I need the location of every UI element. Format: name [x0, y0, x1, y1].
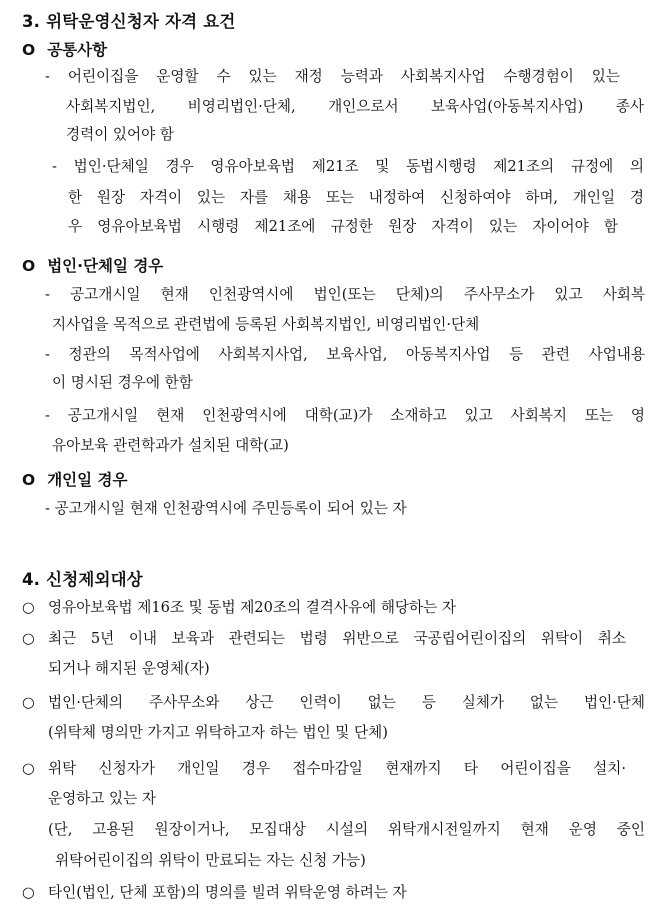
- exclusion-item-4-line-4: 위탁어린이집의 위탁이 만료되는 자는 신청 가능): [55, 852, 366, 869]
- individual-title: 개인일 경우: [47, 471, 128, 489]
- corp-item-2-line-2: 이 명시된 경우에 한함: [52, 374, 193, 391]
- common-item-2-line-2: 한 원장 자격이 있는 자를 채용 또는 내정하여 신청하여야 하며, 개인일 경: [68, 189, 644, 206]
- corp-marker: O: [22, 257, 36, 275]
- common-item-1-line-2: 사회복지법인, 비영리법인·단체, 개인으로서 보육사업(아동복지사업) 종사: [66, 98, 644, 115]
- exclusion-bullet-1: ○: [22, 599, 35, 616]
- corp-item-2-line-1: - 정관의 목적사업에 사회복지사업, 보육사업, 아동복지사업 등 관련 사업내용: [45, 346, 645, 363]
- common-item-2-line-3: 우 영유아보육법 시행령 제21조에 규정한 원장 자격이 있는 자이어야 함: [68, 218, 618, 235]
- individual-heading: [22, 468, 127, 490]
- individual-item-1-line-1: - 공고개시일 현재 인천광역시에 주민등록이 되어 있는 자: [45, 500, 407, 517]
- common-item-2-line-1: - 법인·단체일 경우 영유아보육법 제21조 및 동법시행령 제21조의 규정에 의: [52, 158, 644, 175]
- common-title: 공통사항: [47, 41, 108, 59]
- corp-heading: [22, 254, 163, 276]
- common-marker: O: [22, 41, 36, 59]
- common-item-1-line-1: - 어린이집을 운영할 수 있는 재정 능력과 사회복지사업 수행경험이 있는: [45, 68, 620, 85]
- corp-item-1-line-1: - 공고개시일 현재 인천광역시에 법인(또는 단체)의 주사무소가 있고 사회복: [45, 286, 645, 303]
- exclusion-item-1-line-1: 영유아보육법 제16조 및 동법 제20조의 결격사유에 해당하는 자: [48, 599, 456, 616]
- common-item-1-line-3: 경력이 있어야 함: [66, 126, 174, 143]
- corp-item-1-line-2: 지사업을 목적으로 관련법에 등록된 사회복지법인, 비영리법인·단체: [52, 316, 480, 333]
- exclusion-item-4-line-2: 운영하고 있는 자: [48, 790, 156, 807]
- common-heading: [22, 38, 107, 60]
- section-4-title: 4. 신청제외대상: [22, 570, 143, 589]
- section-3-title: 3. 위탁운영신청자 자격 요건: [22, 12, 236, 31]
- exclusion-item-3-line-1: 법인·단체의 주사무소와 상근 인력이 없는 등 실체가 없는 법인·단체: [48, 694, 645, 711]
- exclusion-bullet-5: ○: [22, 884, 35, 901]
- exclusion-item-4-line-3: (단, 고용된 원장이거나, 모집대상 시설의 위탁개시전일까지 현재 운영 중인: [48, 821, 645, 838]
- individual-marker: O: [22, 471, 36, 489]
- corp-item-3-line-1: - 공고개시일 현재 인천광역시에 대학(교)가 소재하고 있고 사회복지 또는 영: [45, 407, 645, 424]
- exclusion-item-5-line-1: 타인(법인, 단체 포함)의 명의를 빌려 위탁운영 하려는 자: [48, 884, 407, 901]
- exclusion-bullet-2: ○: [22, 630, 35, 647]
- exclusion-item-2-line-1: 최근 5년 이내 보육과 관련되는 법령 위반으로 국공립어린이집의 위탁이 취소: [48, 630, 626, 647]
- corp-item-3-line-2: 유아보육 관련학과가 설치된 대학(교): [52, 437, 289, 454]
- exclusion-bullet-4: ○: [22, 760, 35, 777]
- corp-title: 법인·단체일 경우: [47, 257, 164, 275]
- exclusion-item-2-line-2: 되거나 해지된 운영체(자): [48, 660, 210, 677]
- exclusion-item-3-line-2: (위탁체 명의만 가지고 위탁하고자 하는 법인 및 단체): [48, 724, 388, 741]
- exclusion-item-4-line-1: 위탁 신청자가 개인일 경우 접수마감일 현재까지 타 어린이집을 설치·: [48, 760, 626, 777]
- exclusion-bullet-3: ○: [22, 694, 35, 711]
